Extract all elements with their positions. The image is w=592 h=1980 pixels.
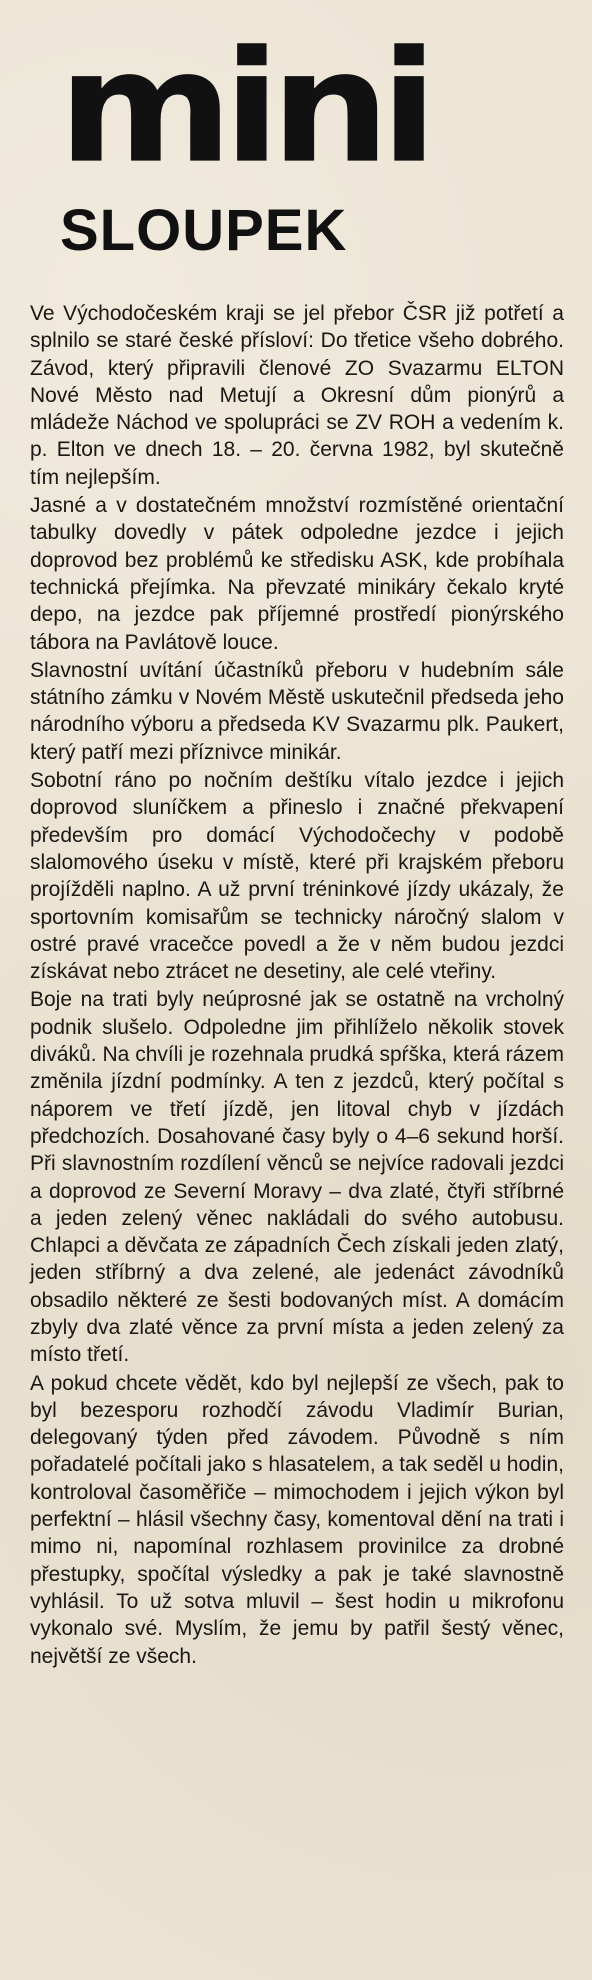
paragraph-2: Jasné a v dostatečném množství rozmístěné orientační tabulky dovedly v pátek odpoledne jezdce i jejich doprovod bez problémů ke středisku ASK, kde probíhala technická přejímka. Na převzaté minikáry čekalo kryté depo, na jezdce pak příjemné prostředí pionýrského tábora na Pavlátově louce. [30,494,564,654]
paragraph-1: Ve Východočeském kraji se jel přebor ČSR již potřetí a splnilo se staré české přísloví: Do třetice všeho dobrého. Závod, který připravili členové ZO Svazarmu ELTON Nové Město nad Metují a Okresní dům pionýrů a mládeže Náchod ve spolupráci se ZV ROH a vedením k. p. Elton ve dnech 18. – 20. června 1982, byl skutečně tím nejlepším. [30,302,564,489]
sloupek-title: SLOUPEK [60,198,348,263]
paragraph-4: Sobotní ráno po nočním deštíku vítalo jezdce i jejich doprovod sluníčkem a přineslo i značné překvapení především pro domácí Východočechy v podobě slalomového úseku v místě, které při krajském přeboru projížděli naplno. A už první tréninkové jízdy ukázaly, že sportovním komisařům se technicky náročný slalom v ostré pravé vracečce povedl a že v něm budou jezdci získávat nebo ztrácet ne desetiny, ale celé vteřiny. [30,769,564,984]
paragraph-5: Boje na trati byly neúprosné jak se ostatně na vrcholný podnik slušelo. Odpoledne jim přihlíželo několik stovek diváků. Na chvíli je rozehnala prudká spŕška, která rázem změnila jízdní podmínky. A ten z jezdců, který počítal s náporem ve třetí jízdě, jen litoval chyb v jízdách předchozích. Dosahované časy byly o 4–6 sekund horší. Při slavnostním rozdílení věnců se nejvíce radovali jezdci a doprovod ze Severní Moravy – dva zlaté, čtyři stříbrné a jeden zelený věnec nakládali do svého autobusu. Chlapci a děvčata ze západních Čech získali jeden zlatý, jeden stříbrný a dva zelené, ale jedenáct závodníků obsadilo některé ze šesti bodovaných míst. A domácím zbyly dva zlaté věnce za první místa a jeden zelený za místo třetí. [30,988,564,1367]
paragraph-6: A pokud chcete vědět, kdo byl nejlepší ze všech, pak to byl bezesporu rozhodčí závodu Vladimír Burian, delegovaný týden před závodem. Původně s ním pořadatelé počítali jako s hlasatelem, a tak seděl u hodin, kontroloval časoměřiče – mimochodem i jejich výkon byl perfektní – hlásil všechny časy, komentoval dění na trati i mimo ni, napomínal rozhlasem provinilce za drobné přestupky, spočítal výsledky a pak je také slavnostně vyhlásil. To už sotva mluvil – šest hodin u mikrofonu vykonalo své. Myslím, že jemu by patřil šestý věnec, největší ze všech. [30,1371,564,1668]
column-masthead [30,0,564,300]
mini-title: mini [58,17,428,198]
paragraph-3: Slavnostní uvítání účastníků přeboru v hudebním sále státního zámku v Novém Městě uskutečnil předseda jeho národního výboru a předseda KV Svazarmu plk. Paukert, který patří mezi příznivce minikár. [30,658,564,764]
article-body [30,300,564,1670]
